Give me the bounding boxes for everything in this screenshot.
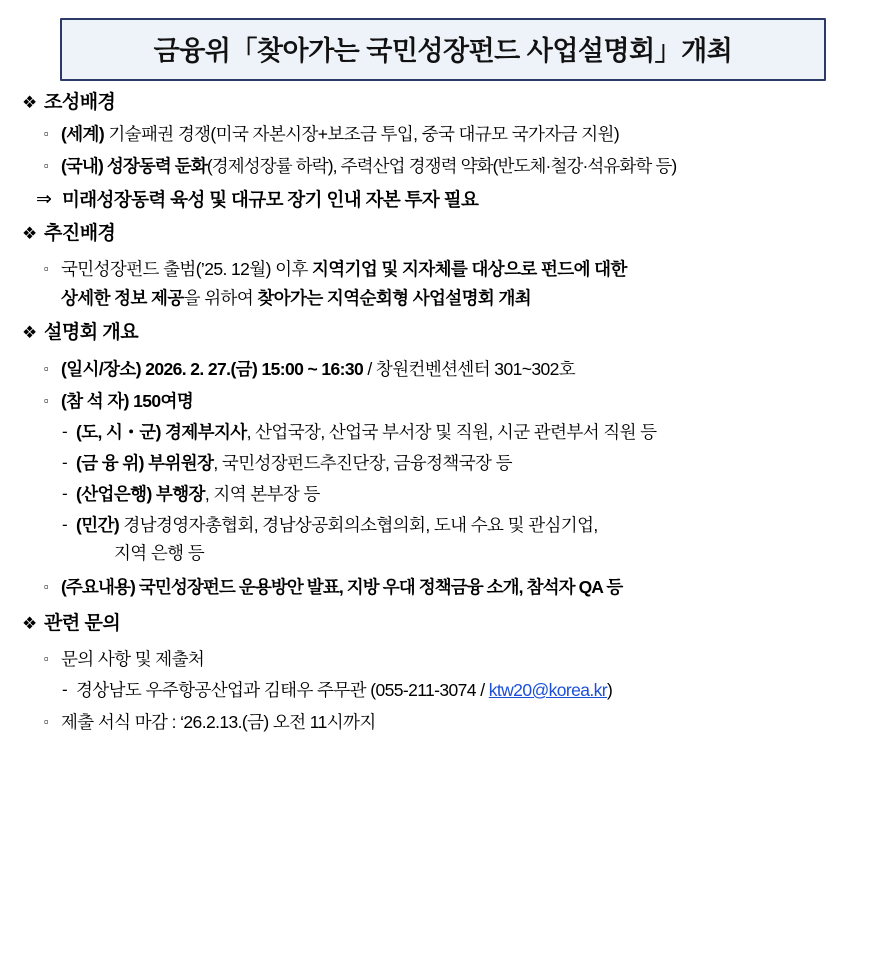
sub-item-lead: (민간) bbox=[76, 515, 120, 535]
dash-bullet-icon: - bbox=[62, 422, 68, 441]
list-item-lead: (일시/장소) 2026. 2. 27.(금) 15:00 ~ 16:30 bbox=[61, 359, 364, 379]
list-item-rest: 문의 사항 및 제출처 bbox=[61, 649, 205, 669]
list-item bbox=[44, 256, 868, 312]
list-item bbox=[44, 574, 868, 600]
section-label: 조성배경 bbox=[44, 92, 116, 113]
square-bullet-icon: ▫ bbox=[44, 651, 49, 666]
section-label: 관련 문의 bbox=[44, 613, 121, 634]
sub-list-item-text bbox=[76, 450, 868, 476]
section-heading-promotion-background bbox=[22, 222, 868, 246]
sub-item-lead: (금 융 위) 부위원장 bbox=[76, 453, 214, 473]
square-bullet-icon: ▫ bbox=[44, 261, 49, 276]
list-item bbox=[44, 356, 868, 382]
sub-item-rest: , 지역 본부장 등 bbox=[204, 484, 320, 504]
list-item-rest: / 창원컨벤션센터 301~302호 bbox=[363, 359, 576, 379]
dash-bullet-icon: - bbox=[62, 680, 68, 699]
list-item-normal-1: 국민성장펀드 출범(’25. 12월) 이후 bbox=[61, 259, 312, 279]
list-item-text bbox=[61, 388, 868, 414]
list-item bbox=[44, 388, 868, 414]
sub-item-rest: , 산업국장, 산업국 부서장 및 직원, 시군 관련부서 직원 등 bbox=[246, 422, 657, 442]
page-title: 금융위「찾아가는 국민성장펀드 사업설명회」개최 bbox=[153, 36, 733, 66]
diamond-bullet-icon: ❖ bbox=[22, 323, 38, 342]
list-item-bold-3: 찾아가는 지역순회형 사업설명회 개최 bbox=[257, 288, 532, 308]
list-item-rest: (경제성장률 하락), 주력산업 경쟁력 약화(반도체·철강·석유화학 등) bbox=[206, 156, 677, 176]
dash-bullet-icon: - bbox=[62, 453, 68, 472]
square-bullet-icon: ▫ bbox=[44, 393, 49, 408]
diamond-bullet-icon: ❖ bbox=[22, 614, 38, 633]
list-item-text bbox=[61, 153, 868, 179]
list-item-normal-2: 을 위하여 bbox=[183, 288, 258, 308]
document-title-banner bbox=[60, 18, 826, 81]
sub-list-item bbox=[62, 450, 868, 476]
section-heading-composition-background bbox=[22, 91, 868, 115]
sub-list-item bbox=[62, 677, 868, 703]
list-item-text bbox=[61, 356, 868, 382]
sub-list-item bbox=[62, 419, 868, 445]
section-label: 추진배경 bbox=[44, 223, 116, 244]
section-heading-contact bbox=[22, 612, 868, 636]
section-heading-briefing-overview bbox=[22, 321, 868, 345]
square-bullet-icon: ▫ bbox=[44, 126, 49, 141]
list-item bbox=[44, 646, 868, 672]
sub-item-lead: (도, 시・군) 경제부지사 bbox=[76, 422, 247, 442]
list-item-text bbox=[61, 121, 868, 147]
sub-item-rest: 경남경영자총협회, 경남상공회의소협의회, 도내 수요 및 관심기업, bbox=[119, 515, 598, 535]
sub-item-continuation: 지역 은행 등 bbox=[114, 543, 205, 563]
list-item-text bbox=[61, 709, 868, 735]
square-bullet-icon: ▫ bbox=[44, 579, 49, 594]
section-label: 설명회 개요 bbox=[44, 322, 139, 343]
diamond-bullet-icon: ❖ bbox=[22, 93, 38, 112]
email-link[interactable]: ktw20@korea.kr bbox=[488, 680, 608, 700]
list-item-lead: (주요내용) 국민성장펀드 운용방안 발표, 지방 우대 정책금융 소개, 참석자 QA 등 bbox=[61, 577, 623, 597]
conclusion-line bbox=[36, 187, 868, 213]
sub-item-lead: (산업은행) 부행장 bbox=[76, 484, 205, 504]
sub-item-rest: 경상남도 우주항공산업과 김태우 주무관 (055-211-3074 / bbox=[76, 680, 489, 700]
conclusion-text: 미래성장동력 육성 및 대규모 장기 인내 자본 투자 필요 bbox=[62, 189, 479, 210]
dash-bullet-icon: - bbox=[62, 484, 68, 503]
sub-list-item-text bbox=[76, 419, 868, 445]
list-item-lead: (참 석 자) 150여명 bbox=[61, 391, 194, 411]
sub-list-item-text bbox=[76, 677, 868, 703]
list-item bbox=[44, 121, 868, 147]
list-item-rest: 제출 서식 마감 : ‘26.2.13.(금) 오전 11시까지 bbox=[61, 712, 376, 732]
list-item-text bbox=[61, 256, 868, 312]
list-item-second-line bbox=[61, 284, 868, 312]
list-item bbox=[44, 153, 868, 179]
square-bullet-icon: ▫ bbox=[44, 158, 49, 173]
list-item-text bbox=[61, 646, 868, 672]
diamond-bullet-icon: ❖ bbox=[22, 224, 38, 243]
list-item-bold-2: 상세한 정보 제공 bbox=[61, 288, 184, 308]
list-item-text bbox=[61, 574, 868, 600]
sub-list-item bbox=[62, 481, 868, 507]
list-item-rest: 기술패권 경쟁(미국 자본시장+보조금 투입, 중국 대규모 국가자금 지원) bbox=[104, 124, 620, 144]
square-bullet-icon: ▫ bbox=[44, 714, 49, 729]
sub-item-tail: ) bbox=[607, 680, 613, 700]
square-bullet-icon: ▫ bbox=[44, 361, 49, 376]
list-item-bold-1: 지역기업 및 지자체를 대상으로 펀드에 대한 bbox=[311, 259, 627, 279]
arrow-icon: ⇒ bbox=[36, 189, 52, 210]
list-item bbox=[44, 709, 868, 735]
list-item-lead: (국내) 성장동력 둔화 bbox=[61, 156, 207, 176]
dash-bullet-icon: - bbox=[62, 515, 68, 534]
list-item-lead: (세계) bbox=[61, 124, 105, 144]
sub-list-item-text bbox=[76, 512, 868, 538]
sub-list-item-text bbox=[76, 481, 868, 507]
sub-list-item bbox=[62, 512, 868, 538]
sub-item-rest: , 국민성장펀드추진단장, 금융정책국장 등 bbox=[213, 453, 512, 473]
